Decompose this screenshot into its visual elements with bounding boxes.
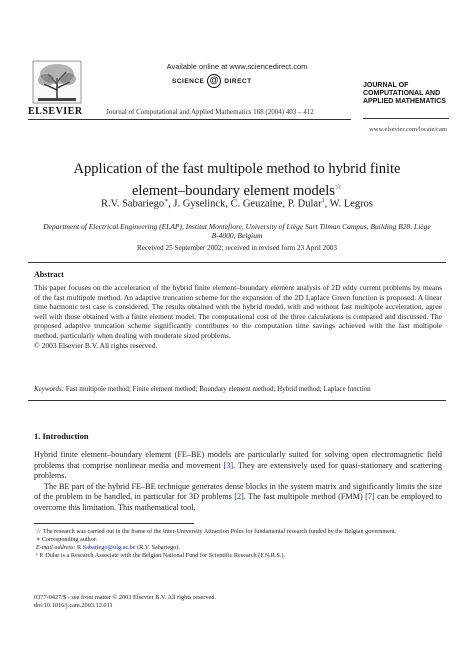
email-link[interactable]: R.Sabariego@ulg.ac.be xyxy=(77,544,136,551)
author-list: R.V. Sabariego∗, J. Gyselinck, C. Geuzaine, P. Dular$^1$, W. Legros xyxy=(100,198,373,210)
sd-at-icon: @ xyxy=(207,74,221,88)
author-name: W. Legros xyxy=(329,198,373,210)
received-dates: Received 25 September 2002; received in revised form 23 April 2003 xyxy=(137,244,337,252)
author-mark: ∗ xyxy=(164,198,169,204)
citation-3[interactable]: [3] xyxy=(223,460,234,470)
footnote-funding: ☆ The research was carried out in the frame of the Inter-University Attraction Poles for fundamental research funded by the Belgian government. xyxy=(36,528,397,535)
title-line-2: element–boundary element models xyxy=(131,182,335,199)
author-mark: 1 xyxy=(321,198,325,204)
abstract-copyright: © 2003 Elsevier B.V. All rights reserved. xyxy=(34,340,158,350)
title-footnote-mark: ☆ xyxy=(334,182,343,191)
front-matter-line: 0377-0427/$ - see front matter © 2003 Elsevier B.V. All rights reserved. xyxy=(34,594,216,601)
title-line-1: Application of the fast multipole method to hybrid finite xyxy=(73,161,401,177)
available-online: Available online at www.sciencedirect.com xyxy=(166,62,308,71)
sd-right: DIRECT xyxy=(224,77,252,85)
doi: doi:10.1016/j.cam.2003.12.011 xyxy=(34,602,113,609)
footnote-email xyxy=(34,544,446,552)
footnote-rule xyxy=(34,523,194,524)
author-name: J. Gyselinck xyxy=(173,198,226,210)
abstract-bottom-rule xyxy=(28,400,446,401)
keywords xyxy=(34,385,442,393)
section-heading-introduction: 1. Introduction xyxy=(34,431,89,441)
email-label: E-mail address: xyxy=(36,544,76,551)
affiliation: Department of Electrical Engineering (ELAP), Institut Montefiore, University of Liège Sart Tilman Campus, Building B28, Liège B-4000, Belgium xyxy=(43,222,431,240)
author-name: C. Geuzaine xyxy=(230,198,283,210)
footnote-dular: ¹ P. Dular is a Research Associate with the Belgian National Fund for Scientific Research (F.N.R.S.). xyxy=(36,552,285,559)
sciencedirect-logo xyxy=(172,74,252,88)
citation-7[interactable]: [7] xyxy=(365,492,375,502)
journal-name xyxy=(363,82,453,106)
sd-left: SCIENCE xyxy=(172,77,205,85)
abstract-heading: Abstract xyxy=(34,270,64,279)
abstract-text: This paper focuses on the acceleration of the hybrid finite element–boundary element analysis of 2D eddy current problems by means of the fast multipole method. An adaptive truncation scheme for the expansion of the 2D Laplace Green function is proposed. A linear time harmonic test case is considered. The results obtained with the hybrid model, with and without fast multipole acceleration, agree well with those obtained with a finite element model. The computational cost of the three calculations is compared and discussed. The proposed adaptive truncation scheme significantly contributes to the computation time savings achieved with the fast multipole method, particularly when dealing with moderate sized problems. xyxy=(34,283,442,340)
author-name: R.V. Sabariego xyxy=(100,198,165,210)
footnotes xyxy=(34,528,446,560)
publisher-wordmark: ELSEVIER xyxy=(28,106,83,117)
journal-reference: Journal of Computational and Applied Mathematics 168 (2004) 403 – 412 xyxy=(106,108,314,116)
journal-name-line-2: COMPUTATIONAL AND xyxy=(363,90,441,97)
keywords-list: Fast multipole method; Finite element method; Boundary element method; Hybrid method; Laplace function xyxy=(65,385,371,393)
abstract-body xyxy=(34,283,442,350)
citation-2[interactable]: [2] xyxy=(234,492,244,502)
author-name: P. Dular xyxy=(287,198,322,210)
footnote-corresponding: ∗ Corresponding author. xyxy=(36,536,98,543)
introduction-body xyxy=(34,450,442,514)
intro-paragraph-2: The BE part of the hybrid FE–BE technique generates dense blocks in the system matrix and significantly limits the size of the problem to be handled, in particular for 3D problems [2]. The fast multipole method (FMM) [7] can be employed to overcome this limitation. This mathematical tool, xyxy=(34,481,442,512)
abstract-top-rule xyxy=(28,262,446,263)
email-rest: (R.V. Sabariego). xyxy=(135,544,180,551)
elsevier-tree-icon xyxy=(32,60,82,104)
intro-paragraph-1: Hybrid finite element–boundary element (FE–BE) models are particularly suited for solving open electromagnetic field problems that comprise nonlinear media and movement [3]. They are extensively used for quasi-stationary and scattering problems. xyxy=(34,450,442,481)
journal-name-rule xyxy=(363,118,449,119)
article-title xyxy=(20,160,454,200)
journal-website: www.elsevier.com/locate/cam xyxy=(369,126,447,133)
front-matter xyxy=(34,594,216,610)
keywords-label: Keywords: xyxy=(34,385,65,393)
journal-name-line-1: JOURNAL OF xyxy=(363,82,409,89)
header-rule xyxy=(28,119,351,120)
journal-name-line-3: APPLIED MATHEMATICS xyxy=(363,98,446,105)
